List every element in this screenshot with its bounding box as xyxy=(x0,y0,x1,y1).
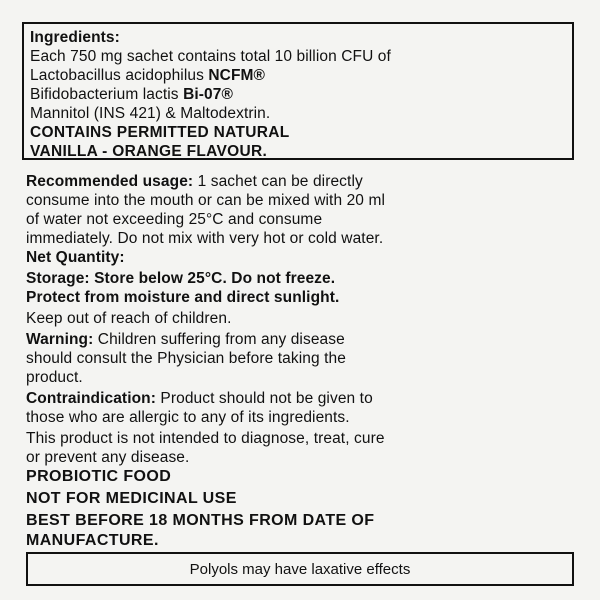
contraindication-line-2: those who are allergic to any of its ingredients. xyxy=(26,409,350,426)
best-before-line-2: MANUFACTURE. xyxy=(26,532,159,549)
ingredients-line-2 xyxy=(30,66,564,85)
probiotic-food: PROBIOTIC FOOD xyxy=(26,468,172,485)
flavour-line-2: VANILLA - ORANGE FLAVOUR. xyxy=(30,143,268,160)
label-body xyxy=(26,172,576,551)
laxative-warning-box xyxy=(26,552,574,586)
usage-text: 1 sachet can be directly xyxy=(193,173,363,190)
flavour-line-1: CONTAINS PERMITTED NATURAL xyxy=(30,124,290,141)
strain-code: NCFM® xyxy=(208,67,266,84)
storage-line-2: Protect from moisture and direct sunlight. xyxy=(26,289,340,306)
warning-line-3: product. xyxy=(26,369,83,386)
warning-heading: Warning: xyxy=(26,331,94,348)
usage-line-4: immediately. Do not mix with very hot or cold water. xyxy=(26,230,384,247)
not-for-medicinal-use: NOT FOR MEDICINAL USE xyxy=(26,490,237,507)
usage-line-1 xyxy=(26,172,576,191)
ingredients-box xyxy=(22,22,574,160)
storage-line-1: Storage: Store below 25°C. Do not freeze. xyxy=(26,270,336,287)
usage-line-2: consume into the mouth or can be mixed with 20 ml xyxy=(26,192,385,209)
keep-out-of-reach: Keep out of reach of children. xyxy=(26,310,232,327)
ingredients-line-4: Mannitol (INS 421) & Maltodextrin. xyxy=(30,105,271,122)
strain-name: Bifidobacterium lactis xyxy=(30,86,184,103)
contraindication-text: Product should not be given to xyxy=(156,390,373,407)
disclaimer-line-1: This product is not intended to diagnose, treat, cure xyxy=(26,430,385,447)
contraindication-line-1 xyxy=(26,389,576,408)
ingredients-line-1: Each 750 mg sachet contains total 10 billion CFU of xyxy=(30,48,391,65)
strain-name: Lactobacillus acidophilus xyxy=(30,67,209,84)
laxative-warning: Polyols may have laxative effects xyxy=(189,560,411,578)
ingredients-heading: Ingredients: xyxy=(30,29,120,46)
disclaimer-line-2: or prevent any disease. xyxy=(26,449,190,466)
warning-line-1 xyxy=(26,330,576,349)
net-quantity: Net Quantity: xyxy=(26,249,125,266)
contraindication-heading: Contraindication: xyxy=(26,390,156,407)
usage-heading: Recommended usage: xyxy=(26,173,194,190)
usage-line-3: of water not exceeding 25°C and consume xyxy=(26,211,323,228)
best-before-line-1: BEST BEFORE 18 MONTHS FROM DATE OF xyxy=(26,512,375,529)
strain-code: Bi-07® xyxy=(183,86,233,103)
warning-line-2: should consult the Physician before taking the xyxy=(26,350,346,367)
warning-text: Children suffering from any disease xyxy=(93,331,345,348)
ingredients-line-3 xyxy=(30,85,564,104)
